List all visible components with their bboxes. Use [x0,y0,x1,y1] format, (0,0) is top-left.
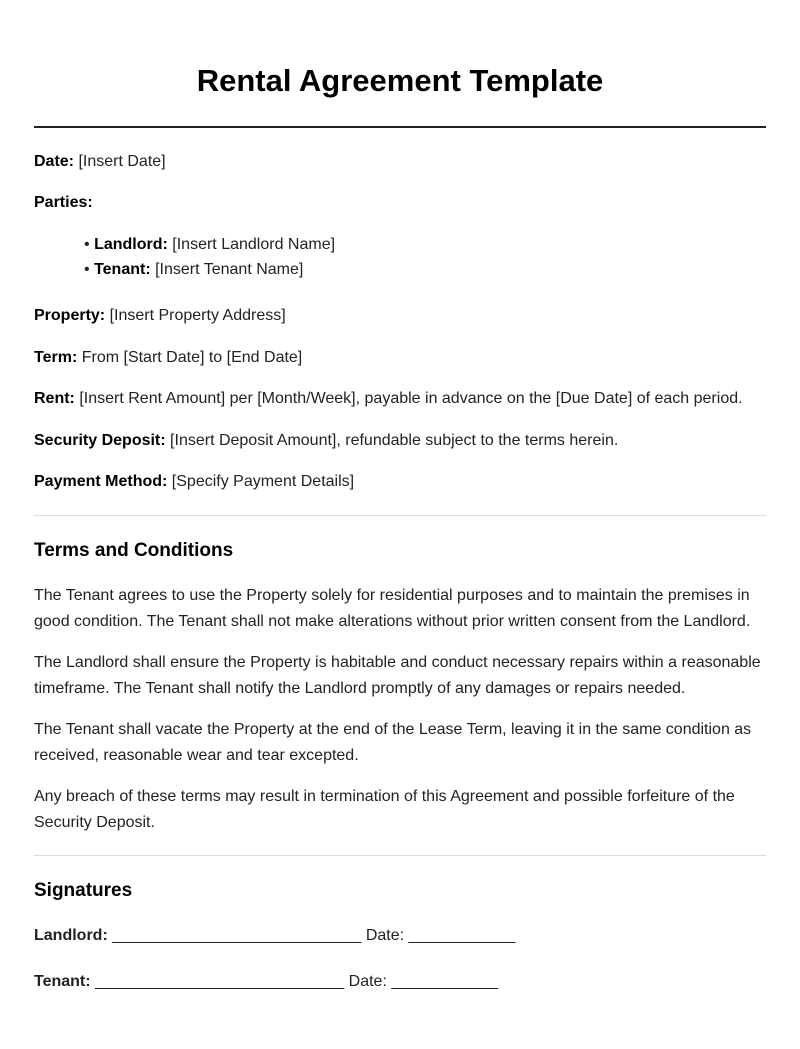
date-label: Date: [34,153,75,170]
bullet-icon: • [84,236,90,253]
title-divider [34,126,766,128]
landlord-date-line[interactable]: ____________ [408,927,516,944]
landlord-date-label: Date: [365,927,405,944]
tenant-value: [Insert Tenant Name] [155,261,304,278]
section-divider [34,855,766,856]
terms-paragraph: Any breach of these terms may result in termination of this Agreement and possible forfeiture of the Security Deposit. [34,788,735,831]
payment-method-label: Payment Method: [34,473,168,490]
security-deposit-field [34,431,618,451]
date-field [34,152,166,172]
parties-field [34,193,93,213]
security-deposit-value: [Insert Deposit Amount], refundable subject to the terms herein. [170,432,619,449]
term-label: Term: [34,349,78,366]
bullet-icon: • [84,261,90,278]
landlord-value: [Insert Landlord Name] [172,236,336,253]
tenant-signature-line[interactable]: ____________________________ [95,973,345,990]
parties-label: Parties: [34,194,93,211]
property-label: Property: [34,307,106,324]
landlord-signature-row [34,926,515,946]
signatures-heading: Signatures [34,880,133,901]
tenant-signature-label: Tenant: [34,973,91,990]
rent-label: Rent: [34,390,75,407]
date-value: [Insert Date] [78,153,166,170]
terms-paragraph: The Tenant shall vacate the Property at the end of the Lease Term, leaving it in the same condition as received, reasonable wear and tear excepted. [34,721,752,764]
term-field [34,348,302,368]
tenant-list-item [84,260,303,280]
terms-heading: Terms and Conditions [34,540,234,561]
tenant-date-line[interactable]: ____________ [391,973,499,990]
landlord-list-item [84,235,335,255]
rent-field [34,389,743,409]
landlord-signature-label: Landlord: [34,927,108,944]
payment-method-value: [Specify Payment Details] [171,473,355,490]
tenant-date-label: Date: [348,973,387,990]
payment-method-field [34,472,354,492]
terms-paragraph: The Tenant agrees to use the Property solely for residential purposes and to maintain the premises in good condition. The Tenant shall not make alterations without prior written consent from the Landlord. [34,587,751,630]
term-value: From [Start Date] to [End Date] [81,349,303,366]
property-field [34,306,286,326]
terms-paragraph: The Landlord shall ensure the Property is habitable and conduct necessary repairs within a reasonable timeframe. The Tenant shall notify the Landlord promptly of any damages or repairs needed. [34,654,761,697]
tenant-label: Tenant: [94,261,151,278]
rent-value: [Insert Rent Amount] per [Month/Week], payable in advance on the [Due Date] of each period. [79,390,743,407]
security-deposit-label: Security Deposit: [34,432,166,449]
landlord-signature-line[interactable]: ____________________________ [112,927,362,944]
section-divider [34,515,766,516]
property-value: [Insert Property Address] [109,307,286,324]
document-title: Rental Agreement Template [196,63,604,98]
tenant-signature-row [34,972,498,992]
landlord-label: Landlord: [94,236,168,253]
